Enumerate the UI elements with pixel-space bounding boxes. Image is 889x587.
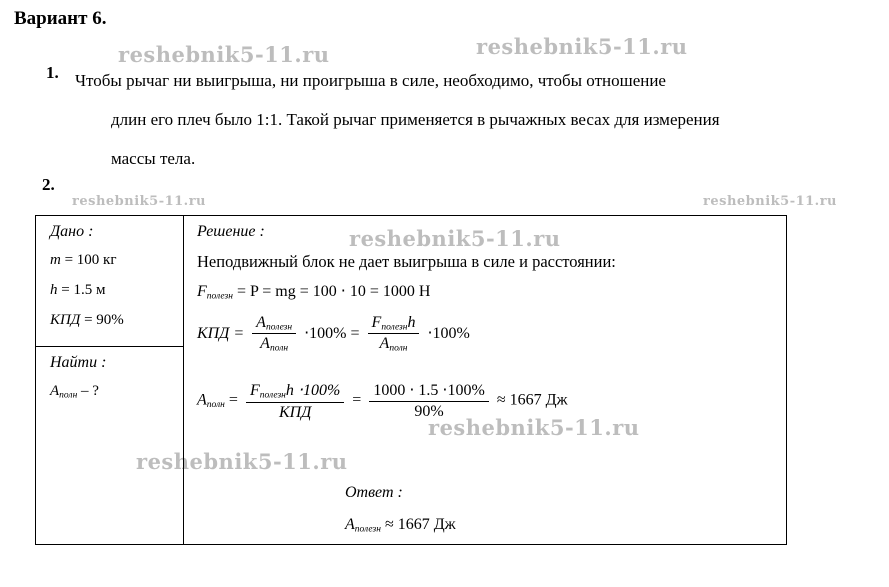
answer-value: ≈ 1667 Дж (380, 516, 456, 533)
fraction-denominator (246, 403, 344, 422)
equation-3-fraction-1 (246, 380, 344, 422)
equation-2-mid-1: ⋅100% = (304, 324, 360, 342)
equation-2-lhs: КПД = (197, 324, 245, 342)
watermark: reshebnik5-11.ru (428, 415, 640, 440)
solution-text: Неподвижный блок не дает выигрыша в силе и расстоянии: (197, 252, 616, 271)
find-expression (50, 383, 183, 401)
solution-table (35, 215, 787, 545)
fraction-numerator-symbol: F (249, 381, 260, 399)
equation-2 (197, 314, 786, 354)
given-value: = 100 кг (60, 252, 117, 268)
equation-3-fraction-2 (369, 380, 489, 421)
fraction-denominator (368, 334, 420, 354)
find-box (36, 347, 183, 414)
fraction-numerator-tail: h ⋅100% (285, 381, 341, 399)
watermark: reshebnik5-11.ru (349, 226, 561, 251)
equation-2-fraction-1 (252, 314, 296, 354)
fraction-numerator-symbol: F (371, 313, 382, 331)
equation-1-rest: = P = mg = 100 ⋅ 10 = 1000 Н (232, 283, 431, 300)
answer-symbol: A (345, 516, 355, 533)
fraction-numerator-subscript: полезн (259, 390, 286, 401)
answer-equation (345, 516, 456, 535)
equation-3-mid: = (352, 391, 362, 409)
given-symbol: h (50, 282, 58, 298)
task-2-number: 2. (42, 175, 55, 194)
equation-3 (197, 380, 786, 422)
equation-1 (197, 281, 786, 302)
given-box (36, 216, 183, 347)
fraction-numerator-symbol: A (256, 313, 266, 331)
fraction-numerator-tail: h (407, 313, 416, 331)
fraction-denominator (252, 334, 296, 354)
fraction-numerator (246, 380, 344, 403)
solution-left-column (36, 216, 184, 544)
watermark: reshebnik5-11.ru (118, 42, 330, 67)
equation-1-symbol: F (197, 283, 207, 300)
equation-3-lhs-subscript: полн (206, 400, 225, 411)
equation-3-result: ≈ 1667 Дж (496, 391, 568, 409)
find-label: Найти : (50, 354, 107, 371)
find-symbol-subscript: полн (59, 390, 78, 401)
fraction-numerator: 1000 ⋅ 1.5 ⋅100% (369, 380, 489, 402)
page-title: Вариант 6. (14, 8, 107, 29)
task-1-line-1: Чтобы рычаг ни выигрыша, ни проигрыша в силе, необходимо, чтобы отношение (75, 71, 666, 90)
equation-1-subscript: полезн (206, 291, 233, 302)
given-symbol: m (50, 252, 61, 268)
task-1-line-2: длин его плеч было 1:1. Такой рычаг применяется в рычажных весах для измерения (111, 110, 720, 129)
fraction-denominator-symbol: A (260, 335, 270, 353)
fraction-numerator (368, 314, 420, 335)
watermark: reshebnik5-11.ru (476, 34, 688, 59)
task-1-line-3: массы тела. (111, 149, 196, 168)
fraction-denominator-subscript: полн (389, 343, 408, 354)
watermark: reshebnik5-11.ru (72, 194, 207, 209)
fraction-numerator-subscript: полезн (265, 322, 293, 333)
task-1-number: 1. (46, 63, 59, 82)
fraction-denominator-subscript: полн (269, 343, 289, 354)
find-symbol-tail: – ? (77, 383, 99, 399)
fraction-denominator-symbol: КПД (278, 403, 312, 421)
equation-2-mid-2: ⋅100% (427, 324, 470, 342)
given-line (50, 282, 183, 299)
fraction-denominator-symbol: A (379, 335, 390, 353)
given-line (50, 312, 183, 329)
given-value: = 1.5 м (57, 282, 106, 298)
equation-3-lhs-symbol: A (197, 391, 207, 409)
equation-3-equals: = (228, 391, 238, 409)
watermark: reshebnik5-11.ru (136, 449, 348, 474)
equation-2-fraction-2 (368, 314, 420, 354)
answer-subscript: полезн (354, 524, 381, 535)
given-line (50, 252, 183, 269)
fraction-numerator (252, 314, 296, 335)
watermark: reshebnik5-11.ru (703, 194, 838, 209)
given-value: = 90% (80, 312, 124, 328)
fraction-denominator: 90% (414, 403, 444, 421)
fraction-numerator-subscript: полезн (381, 322, 408, 333)
given-symbol: КПД (50, 312, 81, 328)
solution-label: Решение : (197, 223, 265, 240)
solution-right-column (184, 216, 786, 544)
given-label: Дано : (50, 223, 94, 240)
task-1-body (75, 61, 881, 178)
answer-label: Ответ : (345, 484, 403, 501)
find-symbol: A (50, 383, 60, 399)
